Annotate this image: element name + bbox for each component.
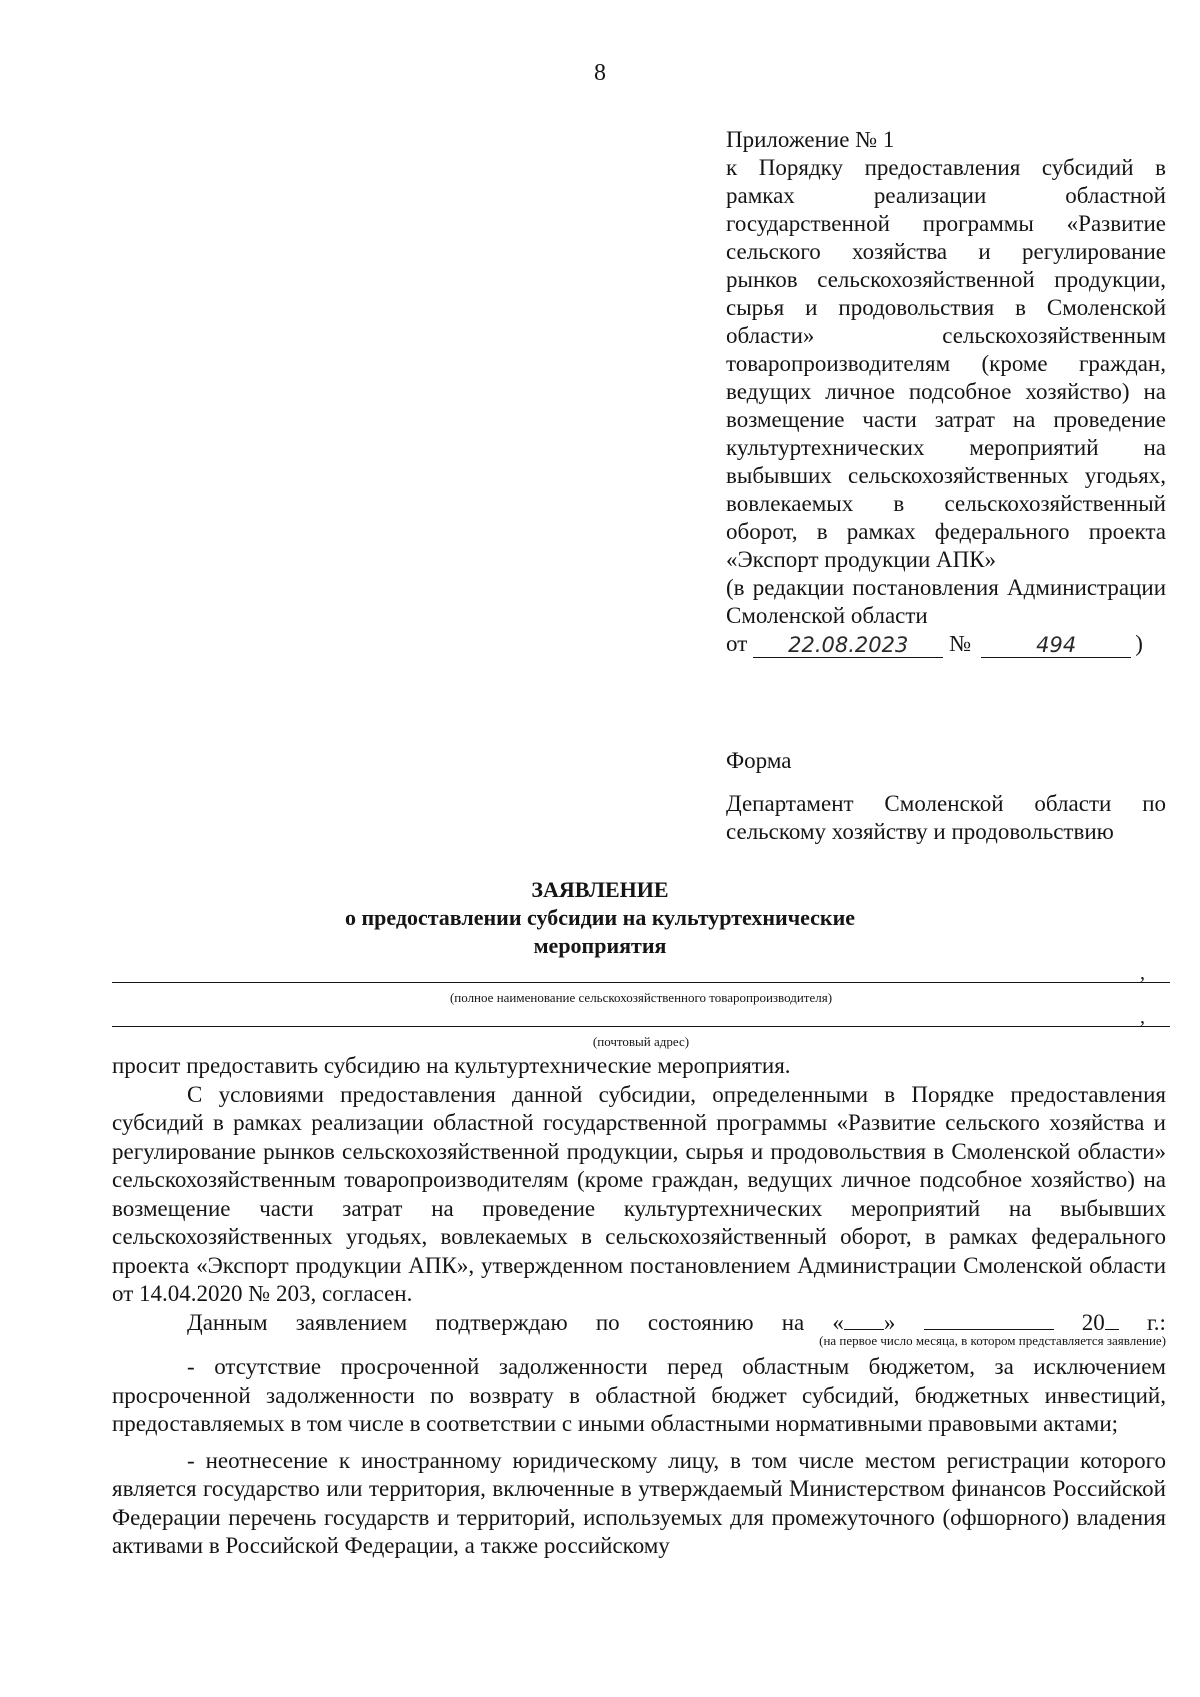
- handwritten-date: 22.08.2023: [753, 633, 943, 658]
- handwritten-number: 494: [981, 633, 1131, 658]
- from-label: от: [726, 631, 748, 656]
- month-blank: [924, 1329, 1054, 1330]
- appendix-text: к Порядку предоставления субсидий в рамках реализации областной государственной программы «Развитие сельского хозяйства и регулирование рынков сельскохозяйственной продукции, сырья и продовольствия в Смоленской области» сельскохозяйственным товаропроизводителям (кроме граждан, ведущих личное подсобное хозяйство) на возмещение части затрат на проведение культуртехнических мероприятий на выбывших сельскохозяйственных угодьях, вовлекаемых в сельскохозяйственный оборот, в рамках федерального проекта «Экспорт продукции АПК»: [726, 155, 1166, 572]
- page-number: 8: [594, 60, 606, 86]
- name-caption: (полное наименование сельскохозяйственного товаропроизводителя): [449, 990, 833, 1005]
- day-field: « »: [832, 1309, 896, 1335]
- confirm-word-3: подтверждаю: [435, 1309, 568, 1335]
- name-line-comma: ,: [1140, 962, 1145, 984]
- confirm-word-6: на: [781, 1309, 805, 1335]
- address-blank-line: [112, 1026, 1170, 1027]
- confirm-word-1: Данным: [187, 1309, 268, 1335]
- close-paren: ): [1135, 631, 1143, 656]
- confirm-word-5: состоянию: [647, 1309, 754, 1335]
- form-label: Форма: [726, 748, 792, 773]
- address-caption: (почтовый адрес): [592, 1034, 690, 1049]
- paragraph-conditions: С условиями предоставления данной субсидии, определенными в Порядке предоставления субсидий в рамках реализации областной государственной программы «Развитие сельского хозяйства и регулирование рынков сельскохозяйственной продукции, сырья и продовольствия в Смоленской области» сельскохозяйственным товаропроизводителям (кроме граждан, ведущих личное подсобное хозяйство) на возмещение части затрат на проведение культуртехнических мероприятий на выбывших сельскохозяйственных угодьях, вовлекаемых в сельскохозяйственный оборот, в рамках федерального проекта «Экспорт продукции АПК», утвержденном постановлением Администрации Смоленской области от 14.04.2020 № 203, согласен.: [112, 1081, 1166, 1306]
- address-line-comma: ,: [1140, 1006, 1145, 1028]
- item-not-foreign: - неотнесение к иностранному юридическому лицу, в том числе местом регистрации которого является государство или территория, включенные в утверждаемый Министерством финансов Российской Федерации перечень государств и территорий, используемых для промежуточного (офшорного) владения активами в Российской Федерации, а также российскому: [112, 1447, 1166, 1558]
- title-line-3: мероприятия: [533, 933, 667, 958]
- addressee: Департамент Смоленской области по сельскому хозяйству и продовольствию: [726, 791, 1166, 844]
- year-field: 20: [1082, 1309, 1119, 1338]
- number-label: №: [949, 631, 972, 656]
- appendix-heading: Приложение № 1: [726, 127, 895, 152]
- appendix-date-line: [726, 630, 1166, 658]
- appendix-block: [726, 126, 1166, 658]
- confirm-word-2: заявлением: [295, 1309, 408, 1335]
- document-title: [0, 876, 1200, 960]
- paragraph-request: просит предоставить субсидию на культуртехнические мероприятия.: [112, 1053, 791, 1078]
- confirm-word-end: г.:: [1146, 1309, 1166, 1335]
- date-caption: (на первое число месяца, в котором представляется заявление): [819, 1333, 1166, 1348]
- item-no-debt: - отсутствие просроченной задолженности перед областным бюджетом, за исключением просроченной задолженности по возврату в областной бюджет субсидий, бюджетных инвестиций, предоставляемых в том числе в соответствии с иными областными нормативными правовыми актами;: [112, 1354, 1166, 1436]
- body-text: [112, 1052, 1166, 1561]
- name-blank-line: [112, 982, 1170, 983]
- appendix-edition: (в редакции постановления Администрации Смоленской области: [726, 575, 1166, 628]
- title-line-2: о предоставлении субсидии на культуртехнические: [344, 905, 856, 930]
- title-line-1: ЗАЯВЛЕНИЕ: [531, 877, 669, 902]
- confirm-word-4: по: [595, 1309, 620, 1335]
